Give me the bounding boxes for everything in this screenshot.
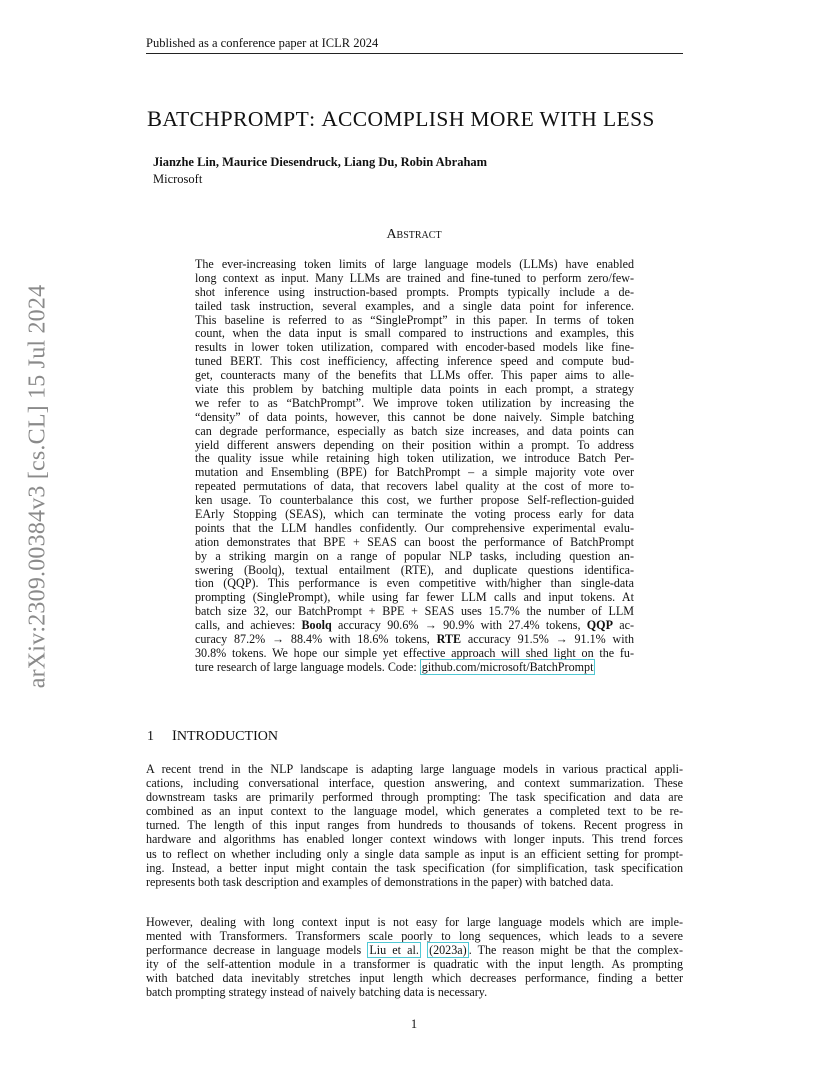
paragraph-line: cations, including conversational interface, question answering, and context summarization. These	[146, 776, 683, 791]
abstract-line: swering (Boolq), textual entailment (RTE), and duplicate questions identifica-	[195, 562, 634, 577]
abstract-line: 30.8% tokens. We hope our simple yet effective approach will shed light on the fu-	[195, 645, 634, 660]
abstract-line: tion (QQP). This performance is even competitive with/higher than single-data	[195, 576, 634, 591]
intro-paragraph-1	[146, 762, 683, 889]
section-heading-introduction: 1 INTRODUCTION	[147, 728, 278, 744]
abstract-line: the quality issue while retaining high token utilization, we introduce Batch Per-	[195, 451, 634, 466]
author-list: Jianzhe Lin, Maurice Diesendruck, Liang Du, Robin Abraham	[153, 155, 488, 169]
arxiv-identifier-text: arXiv:2309.00384v3 [cs.CL] 15 Jul 2024	[24, 284, 51, 688]
citation-year-link[interactable]: (2023a)	[429, 943, 467, 958]
abstract-line: mutation and Ensembling (BPE) for BatchPrompt – a simple majority vote over	[195, 465, 634, 480]
affiliation: Microsoft	[153, 172, 203, 186]
paragraph-line: combined as an input context to the language model, which generates a completed text to be re-	[146, 804, 683, 819]
abstract-line: results in lower token utilization, compared with encoder-based models like fine-	[195, 340, 634, 355]
page-number: 1	[410, 1017, 418, 1031]
abstract-line: curacy 87.2% → 88.4% with 18.6% tokens, RTE accuracy 91.5% → 91.1% with	[195, 632, 634, 647]
paragraph-line: performance decrease in language models Liu et al. (2023a) . The reason might be that the complex-	[146, 943, 683, 958]
abstract-line: tailed task instruction, several examples, and a single data point for inference.	[195, 298, 634, 313]
paragraph-line: represents both task description and examples of demonstrations in the paper) with batched data.	[146, 874, 614, 889]
abstract-line: get, counteracts many of the benefits that LLMs offer. This paper aims to alle-	[195, 368, 634, 383]
abstract-line: “density” of data points, however, this cannot be done naively. Simple batching	[195, 409, 634, 424]
abstract-line: tuned BERT. This cost inefficiency, affecting inference speed and compute bud-	[195, 354, 634, 369]
paragraph-line: batch prompting strategy instead of naively batching data is necessary.	[146, 985, 488, 1000]
paragraph-line: ing. Instead, a better input might contain the task specification (for simplification, task specification	[146, 860, 683, 875]
abstract-line: ture research of large language models. Code: github.com/microsoft/BatchPrompt	[195, 659, 594, 674]
abstract-heading: Abstract	[386, 227, 442, 242]
abstract-line: long context as input. Many LLMs are trained and fine-tuned to perform zero/few-	[195, 270, 634, 285]
abstract-line: points that the LLM handles confidently. Our comprehensive experimental evalu-	[195, 520, 634, 535]
abstract-line: ken usage. To counterbalance this cost, we further propose Self-reflection-guided	[195, 493, 634, 508]
abstract-line: we refer to as “BatchPrompt”. We improve token utilization by increasing the	[195, 395, 634, 410]
paragraph-line: downstream tasks are primarily performed through prompting: The task specification and data are	[146, 790, 683, 805]
abstract-line: by a striking margin on a range of popular NLP tasks, including question an-	[195, 548, 634, 563]
abstract-body	[195, 258, 634, 675]
paragraph-line: mented with Transformers. Transformers scale poorly to long sequences, which leads to a severe	[146, 929, 683, 944]
header-rule	[146, 53, 683, 54]
abstract-line: repeated permutations of data, that recovers label quality at the cost of more to-	[195, 479, 634, 494]
intro-paragraph-2	[146, 915, 683, 1000]
abstract-line: This baseline is referred to as “SinglePrompt” in this paper. In terms of token	[195, 312, 634, 327]
paragraph-line: ity of the self-attention module in a transformer is quadratic with the input length. As prompting	[146, 957, 683, 972]
arxiv-side-identifier	[18, 284, 58, 688]
abstract-line: count, when the data input is small compared to instructions and examples, this	[195, 326, 634, 341]
abstract-line: prompting (SinglePrompt), while using far fewer LLM calls and input tokens. At	[195, 590, 634, 605]
running-header: Published as a conference paper at ICLR 2024	[146, 36, 379, 50]
paragraph-line: with batched data inevitably stretches input length which decreases performance, finding a better	[146, 971, 683, 986]
paragraph-line: hardware and algorithms has enabled longer context windows with longer inputs. This trend forces	[146, 832, 683, 847]
abstract-line: viate this problem by batching multiple data points in each prompt, a strategy	[195, 382, 634, 397]
abstract-line: batch size 32, our BatchPrompt + BPE + SEAS uses 15.7% the number of LLM	[195, 604, 634, 619]
paper-title: BATCHPROMPT: ACCOMPLISH MORE WITH LESS	[147, 106, 655, 131]
abstract-line: The ever-increasing token limits of large language models (LLMs) have enabled	[195, 257, 634, 271]
abstract-line: can degrade performance, especially as batch size increases, and data points can	[195, 423, 634, 438]
paragraph-line: However, dealing with long context input is not easy for large language models which are imple-	[146, 915, 683, 929]
abstract-line: ation demonstrates that BPE + SEAS can boost the performance of BatchPrompt	[195, 534, 634, 549]
abstract-line: calls, and achieves: Boolq accuracy 90.6% → 90.9% with 27.4% tokens, QQP ac-	[195, 618, 634, 633]
paragraph-line: turned. The length of this input ranges from hundreds to thousands of tokens. Recent progress in	[146, 818, 683, 833]
code-link[interactable]: github.com/microsoft/BatchPrompt	[421, 659, 594, 674]
abstract-line: EArly Stopping (SEAS), which can terminate the voting process early for data	[195, 507, 634, 522]
abstract-line: yield different answers depending on their position within a prompt. To address	[195, 437, 634, 452]
citation-author-link[interactable]: Liu et al.	[369, 943, 419, 958]
paragraph-line: A recent trend in the NLP landscape is adapting large language models in various practical appli-	[146, 762, 683, 776]
paragraph-line: us to reflect on whether including only a single data sample as input is an efficient setting for prompt-	[146, 846, 683, 861]
abstract-line: shot inference using instruction-based prompts. Prompts typically include a de-	[195, 284, 634, 299]
